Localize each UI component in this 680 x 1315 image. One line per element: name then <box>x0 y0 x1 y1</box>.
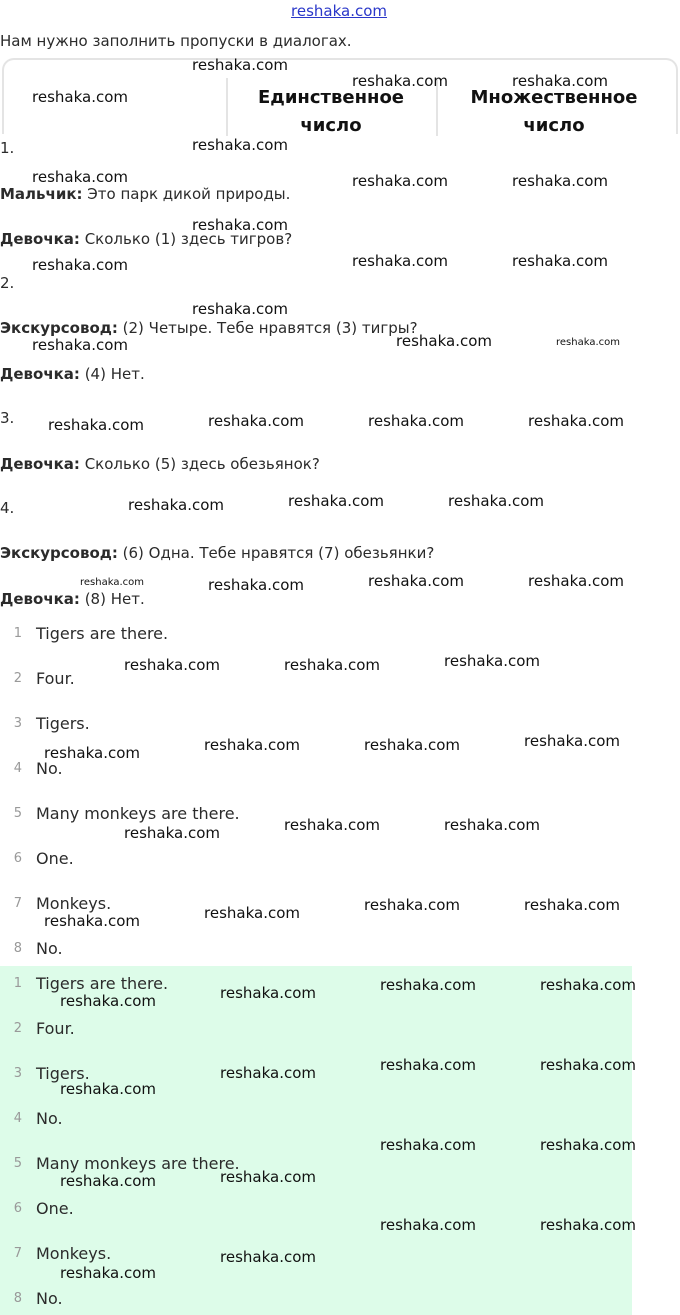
watermark: reshaka.com <box>444 652 540 670</box>
watermark: reshaka.com <box>380 1056 476 1074</box>
speaker: Экскурсовод: <box>0 544 118 562</box>
answer-number: 7 <box>13 896 22 911</box>
answer-number: 8 <box>13 941 22 956</box>
col-plural-line1: Множественное <box>470 87 638 108</box>
watermark: reshaka.com <box>540 1056 636 1074</box>
watermark: reshaka.com <box>512 252 608 270</box>
answer-number: 5 <box>13 806 22 821</box>
watermark: reshaka.com <box>352 172 448 190</box>
speaker: Мальчик: <box>0 185 83 203</box>
watermark: reshaka.com <box>204 904 300 922</box>
dialogue-number: 3. <box>0 409 15 427</box>
watermark: reshaka.com <box>512 172 608 190</box>
answer-text: Tigers are there. <box>36 624 169 643</box>
watermark: reshaka.com <box>380 976 476 994</box>
watermark: reshaka.com <box>556 337 620 348</box>
line-text: (6) Одна. Тебе нравятся (7) обезьянки? <box>117 544 435 562</box>
answer-number: 4 <box>13 761 22 776</box>
watermark: reshaka.com <box>528 572 624 590</box>
watermark: reshaka.com <box>60 992 156 1010</box>
col-singular-header <box>228 84 434 140</box>
answer-text: Many monkeys are there. <box>36 1154 240 1173</box>
watermark: reshaka.com <box>540 1216 636 1234</box>
col-singular-line1: Единственное <box>257 87 405 108</box>
watermark: reshaka.com <box>32 336 128 354</box>
dialogue-line <box>0 365 145 383</box>
dialogue-number: 1. <box>0 139 15 157</box>
answer-number: 1 <box>13 626 22 641</box>
watermark: reshaka.com <box>128 496 224 514</box>
watermark: reshaka.com <box>380 1136 476 1154</box>
dialogue-number: 2. <box>0 274 15 292</box>
line-text: (4) Нет. <box>79 365 145 383</box>
answer-number: 1 <box>13 976 22 991</box>
watermark: reshaka.com <box>204 736 300 754</box>
answer-number: 2 <box>13 1021 22 1036</box>
col-singular-line2: число <box>300 115 362 136</box>
watermark: reshaka.com <box>444 816 540 834</box>
answer-text: One. <box>36 849 74 868</box>
watermark: reshaka.com <box>368 572 464 590</box>
answer-text: Tigers. <box>36 1064 90 1083</box>
line-text: Сколько (1) здесь тигров? <box>79 230 293 248</box>
line-text: Это парк дикой природы. <box>82 185 291 203</box>
watermark: reshaka.com <box>364 736 460 754</box>
watermark: reshaka.com <box>396 332 492 350</box>
watermark: reshaka.com <box>192 56 288 74</box>
watermark: reshaka.com <box>48 416 144 434</box>
site-link[interactable]: reshaka.com <box>291 2 387 20</box>
speaker: Девочка: <box>0 590 80 608</box>
watermark: reshaka.com <box>528 412 624 430</box>
answer-text: Many monkeys are there. <box>36 804 240 823</box>
dialogue-line <box>0 185 290 203</box>
watermark: reshaka.com <box>524 896 620 914</box>
watermark: reshaka.com <box>60 1264 156 1282</box>
watermark: reshaka.com <box>32 256 128 274</box>
speaker: Девочка: <box>0 230 80 248</box>
answer-number: 7 <box>13 1246 22 1261</box>
answer-text: Tigers are there. <box>36 974 169 993</box>
watermark: reshaka.com <box>352 252 448 270</box>
answer-number: 6 <box>13 1201 22 1216</box>
dialogue-number: 4. <box>0 499 15 517</box>
intro-text: Нам нужно заполнить пропуски в диалогах. <box>0 32 352 50</box>
watermark: reshaka.com <box>288 492 384 510</box>
watermark: reshaka.com <box>220 1168 316 1186</box>
watermark: reshaka.com <box>208 576 304 594</box>
watermark: reshaka.com <box>32 168 128 186</box>
dialogue-line <box>0 544 434 562</box>
answer-number: 6 <box>13 851 22 866</box>
watermark: reshaka.com <box>220 1064 316 1082</box>
answer-text: Four. <box>36 669 75 688</box>
watermark: reshaka.com <box>380 1216 476 1234</box>
speaker: Экскурсовод: <box>0 319 118 337</box>
answer-text: No. <box>36 1289 63 1308</box>
table-col1-label: reshaka.com <box>32 88 128 106</box>
answer-text: No. <box>36 759 63 778</box>
speaker: Девочка: <box>0 455 80 473</box>
watermark: reshaka.com <box>352 72 448 90</box>
watermark: reshaka.com <box>512 72 608 90</box>
line-text: (2) Четыре. Тебе нравятся (3) тигры? <box>117 319 418 337</box>
watermark: reshaka.com <box>284 816 380 834</box>
watermark: reshaka.com <box>60 1172 156 1190</box>
answer-text: Four. <box>36 1019 75 1038</box>
answer-number: 2 <box>13 671 22 686</box>
watermark: reshaka.com <box>124 824 220 842</box>
watermark: reshaka.com <box>208 412 304 430</box>
watermark: reshaka.com <box>220 984 316 1002</box>
watermark: reshaka.com <box>60 1080 156 1098</box>
watermark: reshaka.com <box>44 912 140 930</box>
answer-text: No. <box>36 939 63 958</box>
answer-number: 3 <box>13 1066 22 1081</box>
watermark: reshaka.com <box>364 896 460 914</box>
watermark: reshaka.com <box>192 216 288 234</box>
answer-text: Tigers. <box>36 714 90 733</box>
watermark: reshaka.com <box>540 1136 636 1154</box>
answer-text: Monkeys. <box>36 1244 112 1263</box>
watermark: reshaka.com <box>220 1248 316 1266</box>
watermark: reshaka.com <box>524 732 620 750</box>
speaker: Девочка: <box>0 365 80 383</box>
watermark: reshaka.com <box>192 300 288 318</box>
answer-number: 3 <box>13 716 22 731</box>
answer-text: No. <box>36 1109 63 1128</box>
answer-number: 4 <box>13 1111 22 1126</box>
watermark: reshaka.com <box>80 577 144 588</box>
watermark: reshaka.com <box>540 976 636 994</box>
line-text: Сколько (5) здесь обезьянок? <box>79 455 320 473</box>
watermark: reshaka.com <box>124 656 220 674</box>
watermark: reshaka.com <box>44 744 140 762</box>
col-plural-line2: число <box>523 115 585 136</box>
watermark: reshaka.com <box>192 136 288 154</box>
dialogue-line <box>0 319 418 337</box>
col-plural-header <box>438 84 670 140</box>
watermark: reshaka.com <box>368 412 464 430</box>
watermark: reshaka.com <box>284 656 380 674</box>
answer-text: One. <box>36 1199 74 1218</box>
answer-text: Monkeys. <box>36 894 112 913</box>
answer-number: 8 <box>13 1291 22 1306</box>
dialogue-line <box>0 455 320 473</box>
answer-number: 5 <box>13 1156 22 1171</box>
dialogue-line <box>0 590 145 608</box>
watermark: reshaka.com <box>448 492 544 510</box>
line-text: (8) Нет. <box>79 590 145 608</box>
